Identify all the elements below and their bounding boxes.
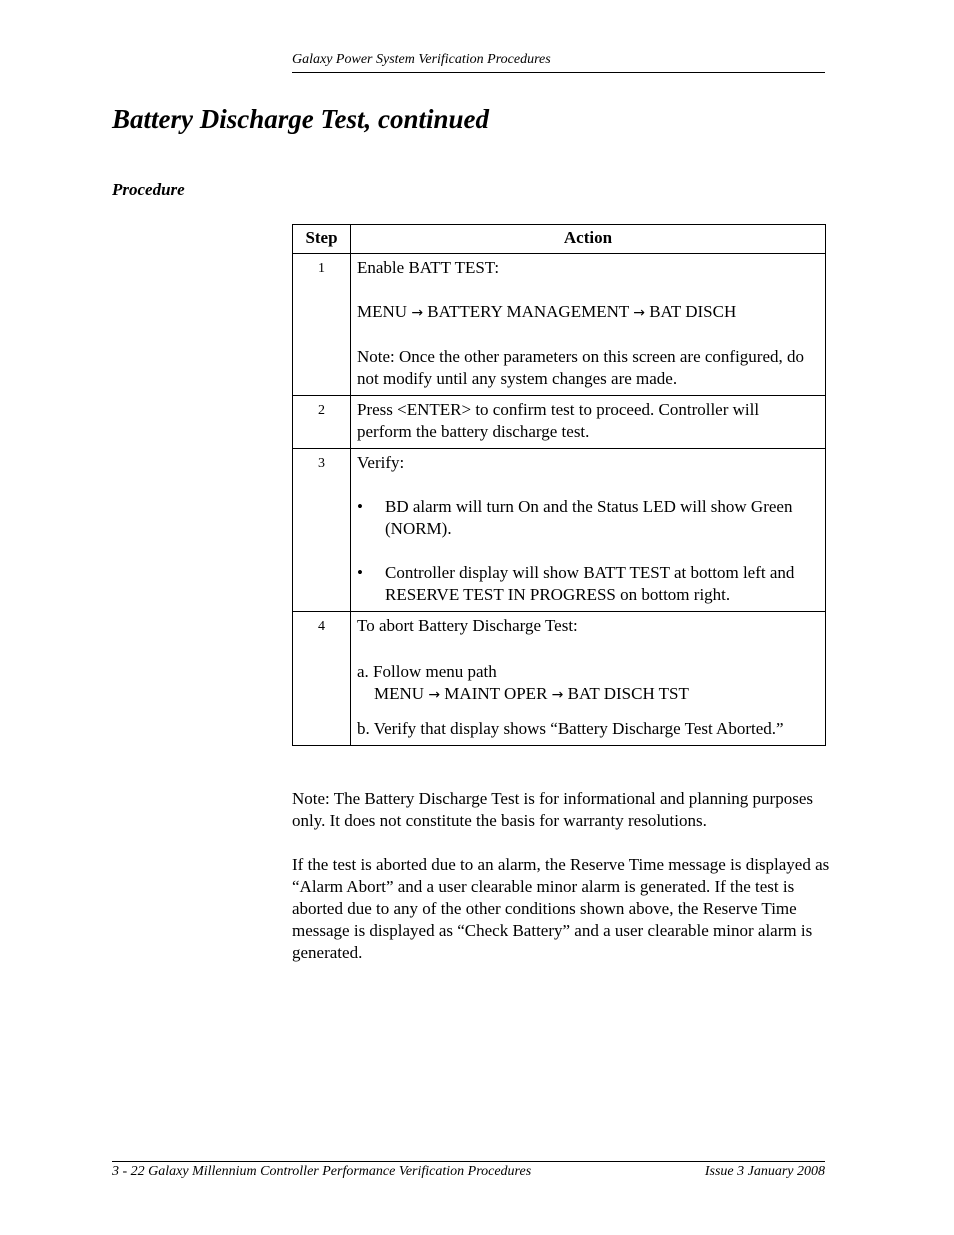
arrow-right-icon: →: [633, 305, 645, 321]
procedure-table: [292, 224, 826, 746]
footer-left: 3 - 22 Galaxy Millennium Controller Performance Verification Procedures: [112, 1164, 532, 1179]
action-cell: [351, 612, 826, 746]
substep-b: b. Verify that display shows “Battery Discharge Test Aborted.”: [357, 719, 784, 738]
action-intro: Verify:: [357, 453, 405, 472]
step-number: 4: [293, 612, 351, 746]
action-intro: Enable BATT TEST:: [357, 258, 500, 277]
bullet-icon: •: [357, 563, 363, 582]
table-row: [293, 254, 826, 396]
list-item-text: Controller display will show BATT TEST at bottom left and RESERVE TEST IN PROGRESS on bottom right.: [385, 563, 795, 604]
action-note: Note: Once the other parameters on this screen are configured, do not modify until any system changes are made.: [357, 347, 805, 388]
arrow-right-icon: →: [551, 687, 564, 703]
action-cell: [351, 396, 826, 449]
step-number: 1: [293, 254, 351, 396]
list-item: [357, 496, 817, 540]
action-text: Press <ENTER> to confirm test to proceed. Controller will perform the battery discharge test.: [357, 400, 760, 441]
abort-explanation: If the test is aborted due to an alarm, the Reserve Time message is displayed as “Alarm Abort” and a user clearable minor alarm is generated. If the test is aborted due to any of the other conditions shown above, the Reserve Time message is displayed as “Check Battery” and a user clearable minor alarm is generated.: [292, 855, 830, 962]
arrow-right-icon: →: [428, 687, 441, 703]
warranty-note: Note: The Battery Discharge Test is for informational and planning purposes only. It does not constitute the basis for warranty resolutions.: [292, 789, 813, 830]
action-cell: [351, 254, 826, 396]
arrow-right-icon: →: [411, 305, 424, 321]
menu-path: MENU → MAINT OPER → BAT DISCH TST: [374, 684, 689, 703]
action-cell: [351, 449, 826, 612]
body-notes: [292, 788, 832, 986]
table-row: [293, 396, 826, 449]
menu-path: MENU → BATTERY MANAGEMENT → BAT DISCH: [357, 302, 737, 321]
action-intro: To abort Battery Discharge Test:: [357, 616, 578, 635]
action-column-header: Action: [351, 225, 826, 254]
step-number: 2: [293, 396, 351, 449]
section-label: Procedure: [112, 180, 185, 199]
running-header: Galaxy Power System Verification Procedures: [292, 52, 825, 73]
footer-right: Issue 3 January 2008: [704, 1164, 825, 1179]
bullet-icon: •: [357, 497, 363, 516]
list-item: [357, 562, 817, 606]
table-row: [293, 449, 826, 612]
table-row: [293, 612, 826, 746]
page-footer: [112, 1161, 825, 1180]
step-number: 3: [293, 449, 351, 612]
step-column-header: Step: [293, 225, 351, 254]
list-item-text: BD alarm will turn On and the Status LED will show Green (NORM).: [385, 497, 793, 538]
table-header-row: [293, 225, 826, 254]
substep-a: a. Follow menu path: [357, 662, 497, 681]
page-title: Battery Discharge Test, continued: [112, 104, 490, 134]
